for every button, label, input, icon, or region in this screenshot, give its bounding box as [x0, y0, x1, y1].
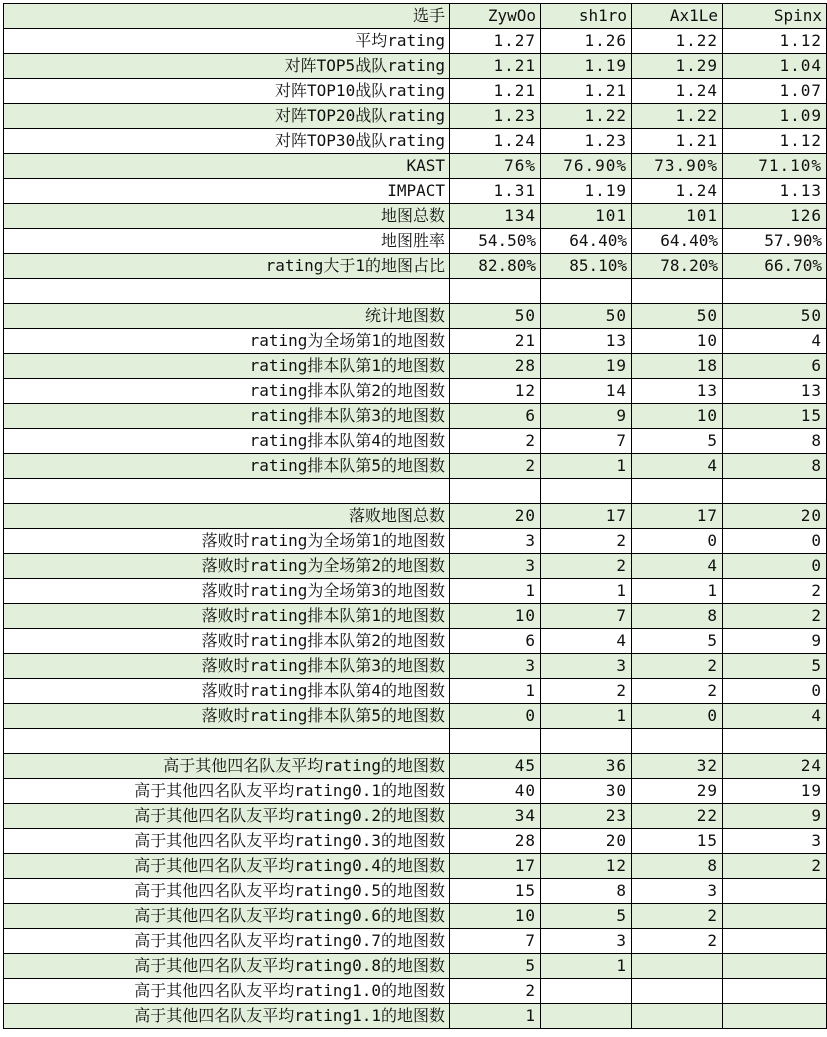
spacer-row — [4, 729, 827, 754]
stat-value-cell: 2 — [723, 854, 827, 879]
stat-value-cell: 73.90% — [632, 154, 723, 179]
stat-label-cell: rating大于1的地图占比 — [4, 254, 450, 279]
stat-value-cell: 24 — [723, 754, 827, 779]
stat-value-cell: 9 — [723, 804, 827, 829]
stat-value-cell: 15 — [632, 829, 723, 854]
stat-value-cell: 4 — [723, 704, 827, 729]
stat-row — [4, 179, 827, 204]
stat-value-cell: 6 — [450, 404, 541, 429]
stat-value-cell — [723, 979, 827, 1004]
stat-value-cell: 19 — [541, 354, 632, 379]
stat-value-cell: 20 — [723, 504, 827, 529]
stat-value-cell: 19 — [723, 779, 827, 804]
stat-row — [4, 1004, 827, 1029]
stat-label-cell: 高于其他四名队友平均rating0.8的地图数 — [4, 954, 450, 979]
stat-value-cell: 1.27 — [450, 29, 541, 54]
stat-label-cell: rating排本队第5的地图数 — [4, 454, 450, 479]
stat-label-cell: rating排本队第3的地图数 — [4, 404, 450, 429]
stat-value-cell: 1 — [541, 954, 632, 979]
stat-value-cell — [723, 879, 827, 904]
stat-value-cell: 134 — [450, 204, 541, 229]
stat-row — [4, 754, 827, 779]
stat-value-cell: 29 — [632, 779, 723, 804]
stat-value-cell: 1 — [541, 454, 632, 479]
stat-value-cell: 71.10% — [723, 154, 827, 179]
stat-value-cell: 10 — [632, 404, 723, 429]
empty-cell — [4, 479, 450, 504]
stat-value-cell: 0 — [723, 529, 827, 554]
spacer-row — [4, 479, 827, 504]
stat-value-cell: 1.24 — [632, 179, 723, 204]
stat-value-cell — [723, 954, 827, 979]
stat-value-cell: 13 — [632, 379, 723, 404]
stat-value-cell: 7 — [541, 429, 632, 454]
stat-label-cell: rating为全场第1的地图数 — [4, 329, 450, 354]
stat-label-cell: 高于其他四名队友平均rating0.6的地图数 — [4, 904, 450, 929]
stat-label-cell: 高于其他四名队友平均rating1.0的地图数 — [4, 979, 450, 1004]
stat-row — [4, 204, 827, 229]
stat-row — [4, 879, 827, 904]
stat-row — [4, 354, 827, 379]
stat-value-cell: 1.23 — [450, 104, 541, 129]
stat-value-cell: 1.21 — [632, 129, 723, 154]
stat-value-cell: 57.90% — [723, 229, 827, 254]
stat-value-cell: 50 — [723, 304, 827, 329]
empty-cell — [632, 279, 723, 304]
stat-value-cell: 5 — [450, 954, 541, 979]
stat-value-cell: 9 — [541, 404, 632, 429]
stat-value-cell: 34 — [450, 804, 541, 829]
empty-cell — [4, 729, 450, 754]
stat-value-cell: 50 — [541, 304, 632, 329]
empty-cell — [723, 479, 827, 504]
stat-value-cell: 6 — [450, 629, 541, 654]
stat-value-cell: 3 — [541, 654, 632, 679]
stat-row — [4, 129, 827, 154]
stat-value-cell: 17 — [450, 854, 541, 879]
stat-row — [4, 254, 827, 279]
stat-value-cell: 1 — [541, 704, 632, 729]
stat-row — [4, 554, 827, 579]
stat-row — [4, 654, 827, 679]
empty-cell — [450, 729, 541, 754]
stat-row — [4, 954, 827, 979]
stat-value-cell: 1.21 — [450, 54, 541, 79]
stat-row — [4, 629, 827, 654]
stat-value-cell: 2 — [632, 654, 723, 679]
stat-value-cell: 2 — [541, 554, 632, 579]
stat-value-cell: 7 — [450, 929, 541, 954]
stat-value-cell: 1.22 — [632, 29, 723, 54]
stat-value-cell: 1.19 — [541, 179, 632, 204]
stat-value-cell: 7 — [541, 604, 632, 629]
stat-value-cell: 2 — [723, 604, 827, 629]
stat-value-cell: 36 — [541, 754, 632, 779]
stat-value-cell: 6 — [723, 354, 827, 379]
stat-value-cell: 10 — [450, 604, 541, 629]
stat-value-cell: 1.22 — [541, 104, 632, 129]
stat-row — [4, 854, 827, 879]
stat-label-cell: 落败时rating排本队第1的地图数 — [4, 604, 450, 629]
stat-value-cell: 2 — [632, 929, 723, 954]
stat-label-cell: 高于其他四名队友平均rating0.3的地图数 — [4, 829, 450, 854]
stat-label-cell: 对阵TOP30战队rating — [4, 129, 450, 154]
stat-value-cell — [723, 904, 827, 929]
stat-label-cell: 高于其他四名队友平均rating0.5的地图数 — [4, 879, 450, 904]
stat-row — [4, 454, 827, 479]
stat-value-cell: 4 — [632, 554, 723, 579]
stat-row — [4, 379, 827, 404]
stat-value-cell: 2 — [541, 679, 632, 704]
stat-label-cell: 落败时rating为全场第3的地图数 — [4, 579, 450, 604]
stat-label-cell: rating排本队第4的地图数 — [4, 429, 450, 454]
stat-value-cell: 12 — [450, 379, 541, 404]
stat-value-cell: 2 — [450, 429, 541, 454]
stat-row — [4, 979, 827, 1004]
stat-value-cell — [632, 979, 723, 1004]
spacer-row — [4, 279, 827, 304]
stat-value-cell: 2 — [450, 454, 541, 479]
stat-label-cell: 落败时rating排本队第2的地图数 — [4, 629, 450, 654]
stat-value-cell: 1 — [450, 1004, 541, 1029]
header-row — [4, 4, 827, 29]
stat-value-cell: 13 — [723, 379, 827, 404]
table-body — [4, 29, 827, 1029]
stat-value-cell: 10 — [632, 329, 723, 354]
stat-value-cell: 12 — [541, 854, 632, 879]
stat-label-cell: 落败时rating排本队第3的地图数 — [4, 654, 450, 679]
stat-row — [4, 929, 827, 954]
stat-row — [4, 704, 827, 729]
stat-value-cell: 9 — [723, 629, 827, 654]
stat-label-cell: IMPACT — [4, 179, 450, 204]
stat-row — [4, 579, 827, 604]
stat-value-cell: 20 — [541, 829, 632, 854]
stat-value-cell: 1.31 — [450, 179, 541, 204]
stat-value-cell: 8 — [632, 604, 723, 629]
empty-cell — [450, 479, 541, 504]
stat-value-cell: 1.21 — [450, 79, 541, 104]
stat-value-cell: 1.26 — [541, 29, 632, 54]
stat-value-cell: 76% — [450, 154, 541, 179]
stat-row — [4, 79, 827, 104]
stat-row — [4, 529, 827, 554]
stat-value-cell: 17 — [541, 504, 632, 529]
empty-cell — [541, 279, 632, 304]
stat-value-cell: 13 — [541, 329, 632, 354]
stat-value-cell: 1.23 — [541, 129, 632, 154]
stat-value-cell: 10 — [450, 904, 541, 929]
stat-value-cell: 3 — [632, 879, 723, 904]
stat-value-cell: 45 — [450, 754, 541, 779]
stat-value-cell: 0 — [723, 679, 827, 704]
stat-value-cell: 5 — [541, 904, 632, 929]
stat-value-cell: 54.50% — [450, 229, 541, 254]
empty-cell — [723, 729, 827, 754]
empty-cell — [632, 729, 723, 754]
stat-value-cell — [541, 1004, 632, 1029]
stat-value-cell: 20 — [450, 504, 541, 529]
empty-cell — [541, 479, 632, 504]
stat-value-cell: 5 — [632, 429, 723, 454]
stat-value-cell: 8 — [632, 854, 723, 879]
stat-label-cell: 高于其他四名队友平均rating0.7的地图数 — [4, 929, 450, 954]
stat-value-cell: 22 — [632, 804, 723, 829]
stat-value-cell: 17 — [632, 504, 723, 529]
stat-row — [4, 54, 827, 79]
empty-cell — [723, 279, 827, 304]
stat-value-cell: 8 — [723, 454, 827, 479]
stat-value-cell: 2 — [632, 904, 723, 929]
stat-value-cell: 5 — [632, 629, 723, 654]
stat-value-cell: 1.24 — [450, 129, 541, 154]
empty-cell — [450, 279, 541, 304]
stat-value-cell: 0 — [632, 529, 723, 554]
stat-value-cell: 2 — [723, 579, 827, 604]
player-stats-table — [3, 3, 827, 1029]
stat-value-cell: 3 — [450, 529, 541, 554]
stat-value-cell: 1.09 — [723, 104, 827, 129]
stat-value-cell: 40 — [450, 779, 541, 804]
stat-value-cell: 15 — [723, 404, 827, 429]
header-player-cell: Spinx — [723, 4, 827, 29]
stat-label-cell: 高于其他四名队友平均rating0.1的地图数 — [4, 779, 450, 804]
stat-value-cell: 85.10% — [541, 254, 632, 279]
empty-cell — [541, 729, 632, 754]
stat-value-cell: 1.12 — [723, 29, 827, 54]
stat-value-cell: 4 — [632, 454, 723, 479]
stat-value-cell — [723, 1004, 827, 1029]
stat-value-cell: 14 — [541, 379, 632, 404]
stat-value-cell: 0 — [450, 704, 541, 729]
stat-row — [4, 404, 827, 429]
stat-value-cell: 3 — [450, 654, 541, 679]
header-player-cell: sh1ro — [541, 4, 632, 29]
stat-value-cell: 101 — [541, 204, 632, 229]
stat-value-cell: 3 — [541, 929, 632, 954]
stat-value-cell: 28 — [450, 829, 541, 854]
stat-row — [4, 154, 827, 179]
stat-label-cell: 统计地图数 — [4, 304, 450, 329]
stat-value-cell: 64.40% — [632, 229, 723, 254]
stat-value-cell: 4 — [541, 629, 632, 654]
stat-value-cell: 1.21 — [541, 79, 632, 104]
stat-value-cell: 8 — [541, 879, 632, 904]
stat-value-cell: 0 — [723, 554, 827, 579]
stat-value-cell: 126 — [723, 204, 827, 229]
stat-value-cell: 1.19 — [541, 54, 632, 79]
stat-row — [4, 679, 827, 704]
stat-value-cell — [723, 929, 827, 954]
stat-value-cell: 18 — [632, 354, 723, 379]
stat-row — [4, 429, 827, 454]
stat-value-cell: 28 — [450, 354, 541, 379]
stat-value-cell: 32 — [632, 754, 723, 779]
stat-value-cell: 50 — [450, 304, 541, 329]
stat-label-cell: 对阵TOP10战队rating — [4, 79, 450, 104]
stat-value-cell: 2 — [541, 529, 632, 554]
stat-label-cell: 落败时rating为全场第1的地图数 — [4, 529, 450, 554]
stat-row — [4, 904, 827, 929]
stat-label-cell: 落败地图总数 — [4, 504, 450, 529]
header-player-cell: ZywOo — [450, 4, 541, 29]
stat-label-cell: 高于其他四名队友平均rating0.2的地图数 — [4, 804, 450, 829]
stat-row — [4, 604, 827, 629]
stat-value-cell: 78.20% — [632, 254, 723, 279]
stat-value-cell: 1 — [632, 579, 723, 604]
stat-value-cell: 23 — [541, 804, 632, 829]
stat-row — [4, 104, 827, 129]
stat-row — [4, 304, 827, 329]
stat-value-cell: 3 — [723, 829, 827, 854]
stat-value-cell: 2 — [450, 979, 541, 1004]
stat-value-cell: 1.07 — [723, 79, 827, 104]
stat-value-cell: 1.29 — [632, 54, 723, 79]
stat-value-cell: 1 — [541, 579, 632, 604]
stat-value-cell: 3 — [450, 554, 541, 579]
stat-value-cell: 1.24 — [632, 79, 723, 104]
stat-value-cell — [632, 954, 723, 979]
stat-value-cell: 1 — [450, 679, 541, 704]
stat-value-cell: 1 — [450, 579, 541, 604]
stat-value-cell: 2 — [632, 679, 723, 704]
stat-label-cell: rating排本队第1的地图数 — [4, 354, 450, 379]
empty-cell — [4, 279, 450, 304]
stat-value-cell: 30 — [541, 779, 632, 804]
stat-label-cell: 对阵TOP20战队rating — [4, 104, 450, 129]
stat-label-cell: KAST — [4, 154, 450, 179]
header-label-cell: 选手 — [4, 4, 450, 29]
stat-row — [4, 504, 827, 529]
stat-value-cell: 1.13 — [723, 179, 827, 204]
stat-value-cell — [541, 979, 632, 1004]
stat-label-cell: rating排本队第2的地图数 — [4, 379, 450, 404]
stat-value-cell: 76.90% — [541, 154, 632, 179]
stat-value-cell — [632, 1004, 723, 1029]
empty-cell — [632, 479, 723, 504]
stat-row — [4, 779, 827, 804]
stat-label-cell: 高于其他四名队友平均rating的地图数 — [4, 754, 450, 779]
stat-value-cell: 50 — [632, 304, 723, 329]
stat-value-cell: 21 — [450, 329, 541, 354]
stat-label-cell: 地图总数 — [4, 204, 450, 229]
stat-label-cell: 落败时rating排本队第5的地图数 — [4, 704, 450, 729]
stat-label-cell: 落败时rating排本队第4的地图数 — [4, 679, 450, 704]
stat-value-cell: 15 — [450, 879, 541, 904]
stat-label-cell: 地图胜率 — [4, 229, 450, 254]
stat-label-cell: 对阵TOP5战队rating — [4, 54, 450, 79]
stat-label-cell: 高于其他四名队友平均rating1.1的地图数 — [4, 1004, 450, 1029]
stat-row — [4, 329, 827, 354]
stat-value-cell: 66.70% — [723, 254, 827, 279]
stat-row — [4, 804, 827, 829]
stat-row — [4, 829, 827, 854]
stat-row — [4, 29, 827, 54]
header-player-cell: Ax1Le — [632, 4, 723, 29]
stat-label-cell: 高于其他四名队友平均rating0.4的地图数 — [4, 854, 450, 879]
stat-value-cell: 0 — [632, 704, 723, 729]
stat-value-cell: 101 — [632, 204, 723, 229]
stat-value-cell: 5 — [723, 654, 827, 679]
stat-row — [4, 229, 827, 254]
stat-value-cell: 4 — [723, 329, 827, 354]
stat-value-cell: 64.40% — [541, 229, 632, 254]
stat-label-cell: 落败时rating为全场第2的地图数 — [4, 554, 450, 579]
stat-label-cell: 平均rating — [4, 29, 450, 54]
stat-value-cell: 82.80% — [450, 254, 541, 279]
stat-value-cell: 1.04 — [723, 54, 827, 79]
stat-value-cell: 1.12 — [723, 129, 827, 154]
stat-value-cell: 1.22 — [632, 104, 723, 129]
stat-value-cell: 8 — [723, 429, 827, 454]
